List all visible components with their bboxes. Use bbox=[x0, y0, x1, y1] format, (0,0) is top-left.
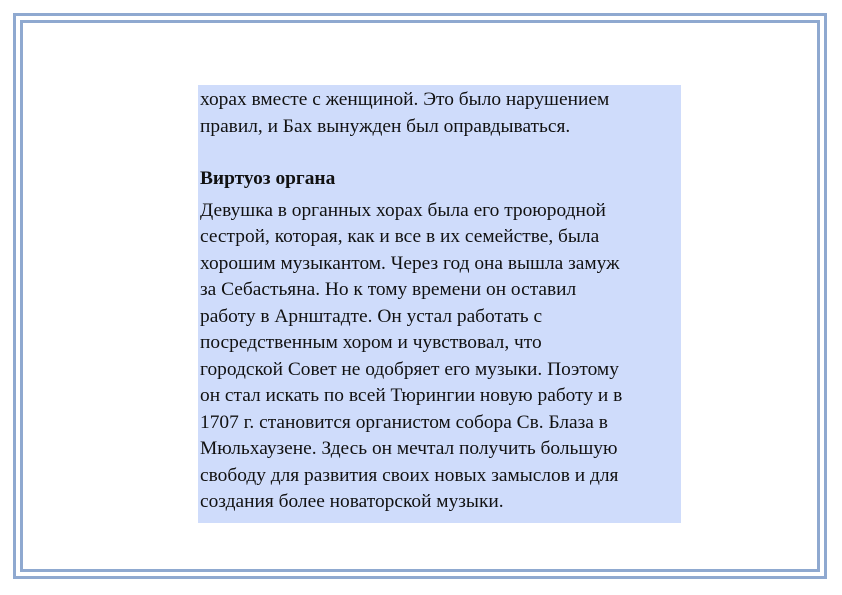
section-heading: Виртуоз органа bbox=[200, 168, 336, 189]
body-paragraph: Девушка в органных хорах была его троюродной сестрой, которая, как и все в их семействе, была хорошим музыкантом. Через год она вышла замуж за Себастьяна. Но к тому времени он оставил работу в Арнштадте. Он устал работать с посредственным хором и чувствовал, что городской Совет не одобряет его музыки. Поэтому он стал искать по всей Тюрингии новую работу и в 1707 г. становится органистом собора Св. Блаза в Мюльхаузене. Здесь он мечтал получить большую свободу для развития своих новых замыслов и для создания более новаторской музыки. bbox=[200, 199, 623, 512]
intro-paragraph: хорах вместе с женщиной. Это было нарушением правил, и Бах вынужден был оправдываться. bbox=[200, 89, 610, 137]
text-block bbox=[198, 85, 681, 523]
